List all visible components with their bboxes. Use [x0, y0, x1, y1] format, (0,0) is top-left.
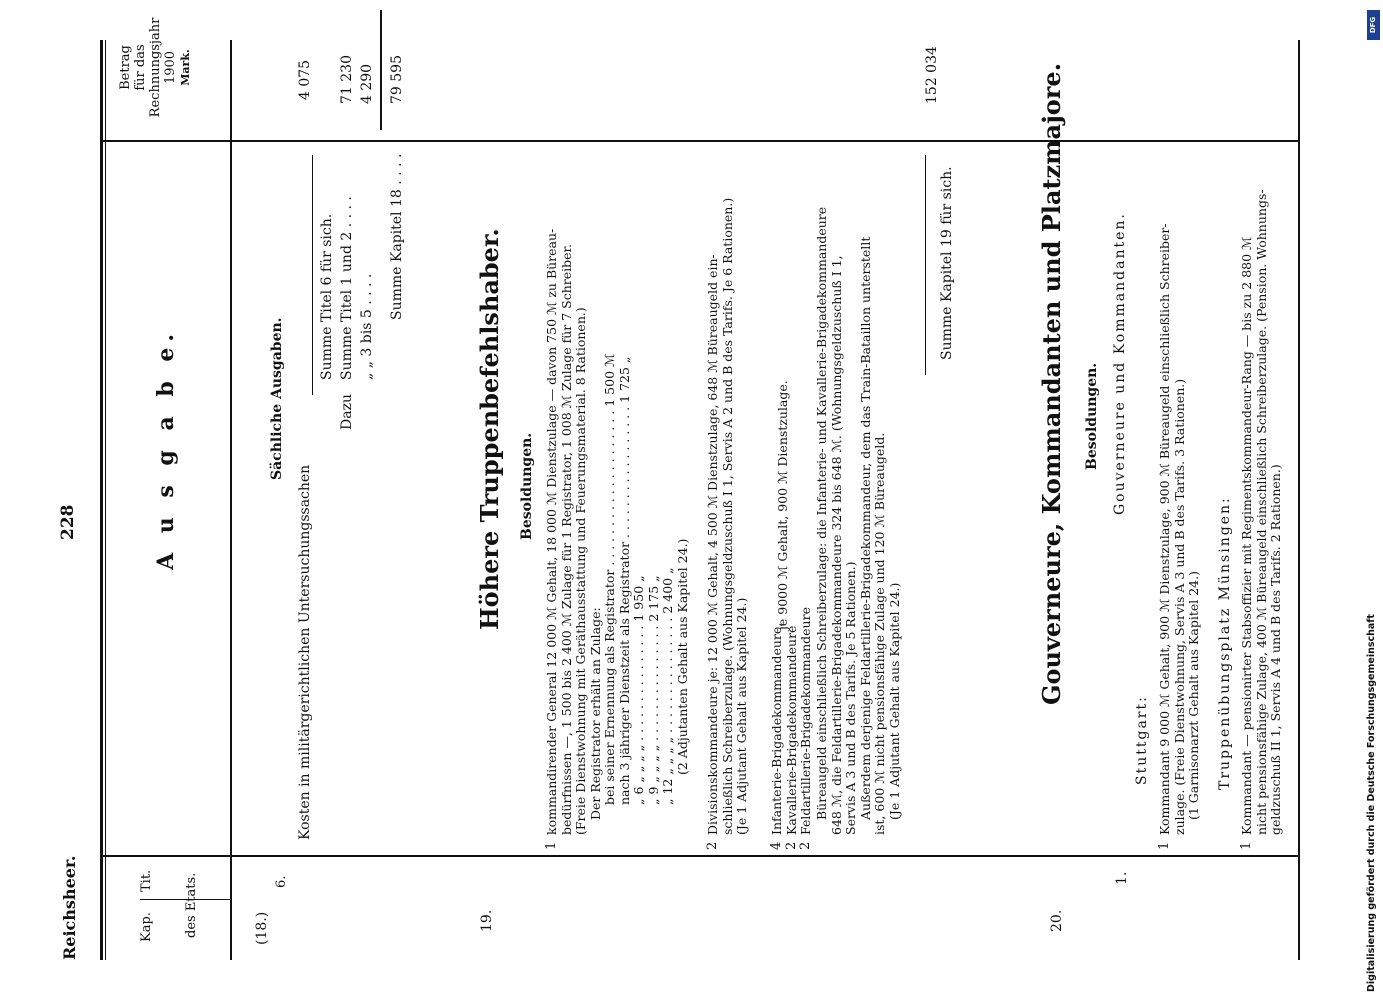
count: 4 [769, 841, 784, 850]
kap19-subtitle: Besoldungen. [519, 432, 535, 540]
kap20-place2: Truppenübungsplatz Münsingen: [1217, 496, 1233, 790]
kap18-sum4-amount: 79 595 [389, 55, 405, 104]
kap20-subtitle: Besoldungen. [1084, 362, 1100, 470]
text-line: (1 Garnisonarzt Gehalt aus Kapitel 24.) [1186, 571, 1201, 820]
kap19-nums3 [770, 842, 814, 850]
text-line: Kommandant — pensionirter Stabsoffizier mit Regimentskommandeur-Rang — bis zu 2 880 ℳ [1239, 236, 1254, 835]
kap19-num1: 1 [544, 841, 559, 850]
kap20-num2: 1 [1239, 841, 1254, 850]
amount-unit: Mark. [179, 49, 192, 86]
text-line: schließlich Schreiberzulage. (Wohnungsgeldzuschuß I 1, Servis A 2 und B des Tarifs. Je 6 Rationen.) [719, 197, 735, 835]
kap19-body [545, 150, 690, 835]
text-line: (Freie Dienstwohnung mit Geräthausstattung und Feuerungsmaterial. 8 Rationen.) [573, 307, 588, 835]
text-line: zulage. (Freie Dienstwohnung, Servis A 3 und B des Tarifs. 3 Rationen.) [1171, 378, 1187, 835]
count: 2 [783, 841, 799, 850]
kap19-num2: 2 [705, 841, 720, 850]
kap19-kap: 19. [479, 909, 495, 932]
kap20-title: Gouverneure, Kommandanten und Platzmajore. [1037, 62, 1066, 705]
kap20-num1: 1 [1157, 841, 1172, 850]
text-line: (Je 1 Adjutant Gehalt aus Kapitel 24.) [886, 582, 902, 820]
kap19-brig [770, 607, 814, 835]
text-line: „ 6 „ „ „ „ . . . . . . . . . . . . . . . 1 950 „ [631, 575, 646, 805]
text-line: nach 3 jähriger Dienstzeit als Registrator . . . . . . . . . . . . . . . . . 1 725 „ [616, 356, 632, 805]
amount-head-line: 1900 [163, 50, 178, 85]
page-number: 228 [58, 504, 78, 540]
text-line: 648 ℳ, die Feldartillerie-Brigadekommandeure 324 bis 648 ℳ. (Wohnungsgeldzuschuß I 1, [828, 255, 844, 835]
kap20-body [1158, 150, 1202, 835]
kap20-kap: 20. [1049, 909, 1065, 932]
text-line: Servis A 3 und B des Tarifs. Je 5 Rationen.) [843, 561, 858, 835]
bottom-rule [1298, 40, 1300, 960]
kap18-sum4: Summe Kapitel 18 . . . . [389, 153, 405, 320]
sum-rule [312, 155, 313, 395]
text-line: Divisionskommandeure je: 12 000 ℳ Gehalt, 4 500 ℳ Dienstzulage, 648 ℳ Büreaugeld ein- [705, 254, 720, 835]
col-tit: Tit. [139, 869, 154, 892]
kap19-sum-amount: 152 034 [924, 46, 940, 104]
text-line: Der Registrator erhält an Zulage: [587, 607, 603, 820]
header-rule [230, 40, 232, 960]
kap18-tit: 6. [274, 875, 289, 888]
kap18-line: Kosten in militärgerichtlichen Untersuchungssachen [297, 464, 313, 840]
top-rule-thin [105, 40, 106, 960]
amount-head-line: Betrag [118, 45, 133, 90]
dfg-logo [1367, 10, 1380, 40]
text-line: bei seiner Ernennung als Registrator . . . . . . . . . . . . . . . . . . . . 1 500 ℳ [602, 353, 617, 805]
kap18-sum2: Summe Titel 1 und 2 . . . . [339, 196, 355, 380]
amount-sum-rule [380, 10, 382, 130]
dfg-credit: Digitalisierung gefördert durch die Deutsche Forschungsgemeinschaft [1366, 614, 1377, 992]
kap18-kap: (18.) [254, 911, 270, 945]
text-line: kommandirender General 12 000 ℳ Gehalt, 18 000 ℳ Dienstzulage — davon 750 ℳ zu Büreau- [544, 228, 559, 835]
kap18-sum2-prefix: Dazu [339, 394, 355, 430]
amount-head-line: für das [133, 44, 148, 91]
kap19-brig-more [815, 150, 902, 835]
kap19-brig-pay: je 9000 ℳ Gehalt, 900 ℳ Dienstzulage. [775, 380, 790, 630]
text-line: Büreaugeld einschließlich Schreiberzulage: die Infanterie- und Kavallerie-Brigadekommandeure [814, 206, 829, 820]
running-head: Reichsheer. [60, 855, 79, 960]
kap19-sum: Summe Kapitel 19 für sich. [939, 166, 955, 360]
kap18-sum3: „ „ 3 bis 5 . . . . [359, 273, 375, 380]
kap18-amount: 4 075 [297, 59, 313, 100]
text-line: Außerdem derjenige Feldartillerie-Brigadekommandeur, dem das Train-Bataillon unterstellt [857, 236, 873, 820]
sum-rule [925, 155, 926, 375]
kap19-title: Höhere Truppenbefehlshaber. [475, 228, 504, 630]
text-line: Kommandant 9 000 ℳ Gehalt, 900 ℳ Dienstzulage, 900 ℳ Büreaugeld einschließlich Schreiber- [1157, 223, 1172, 835]
top-rule [100, 40, 103, 960]
amount-head-line: Rechnungsjahr [148, 17, 163, 118]
text-line: Feldartillerie-Brigadekommandeure [798, 607, 813, 835]
text-line: „ 12 „ „ „ „ . . . . . . . . . . . . . . . 2 400 „ [660, 567, 675, 805]
ausgabe-title: A u s g a b e. [153, 327, 179, 570]
text-line: „ 9 „ „ „ „ . . . . . . . . . . . . . . . 2 175 „ [645, 575, 661, 805]
kap18-sum1: Summe Titel 6 für sich. [319, 213, 335, 380]
kap18-section: Sächliche Ausgaben. [269, 317, 285, 480]
kap20-body2 [1240, 150, 1284, 835]
kap18-sum2-amount: 71 230 [339, 55, 355, 104]
text-line: Kavallerie-Brigadekommandeure [783, 625, 799, 835]
dfg-logo-text: DFG [1369, 16, 1378, 34]
kap20-tit: 1. [1114, 871, 1130, 885]
text-line: nicht pensionsfähige Zulage, 400 ℳ Büreaugeld einschließlich Schreiberzulage. (Pension. Wohnungs- [1253, 189, 1269, 835]
col-kap: Kap. [139, 912, 154, 942]
kap19-div [706, 150, 750, 835]
text-line: (2 Adjutanten Gehalt aus Kapitel 24.) [674, 538, 690, 775]
kap20-sub2: Gouverneure und Kommandanten. [1112, 212, 1128, 515]
text-line: ist, 600 ℳ nicht pensionsfähige Zulage und 120 ℳ Büreaugeld. [872, 432, 887, 835]
kap20-place: Stuttgart: [1134, 695, 1150, 785]
amount-header [118, 5, 193, 130]
col-des-etats: des Etats. [184, 872, 199, 938]
text-line: geldzuschuß II 1, Servis A 4 und B des Tarifs. 2 Rationen.) [1268, 464, 1283, 835]
count: 2 [798, 841, 813, 850]
col-kap-divider [103, 855, 1298, 857]
text-line: (Je 1 Adjutant Gehalt aus Kapitel 24.) [734, 597, 749, 835]
text-line: bedürfnissen —, 1 500 bis 2 400 ℳ Zulage für 1 Registrator, 1 008 ℳ Zulage für 7 Schreiber. [558, 243, 574, 835]
col-amount-divider [103, 140, 1298, 142]
kap18-sum3-amount: 4 290 [359, 63, 375, 104]
text-line: Infanterie-Brigadekommandeure, [769, 622, 784, 835]
